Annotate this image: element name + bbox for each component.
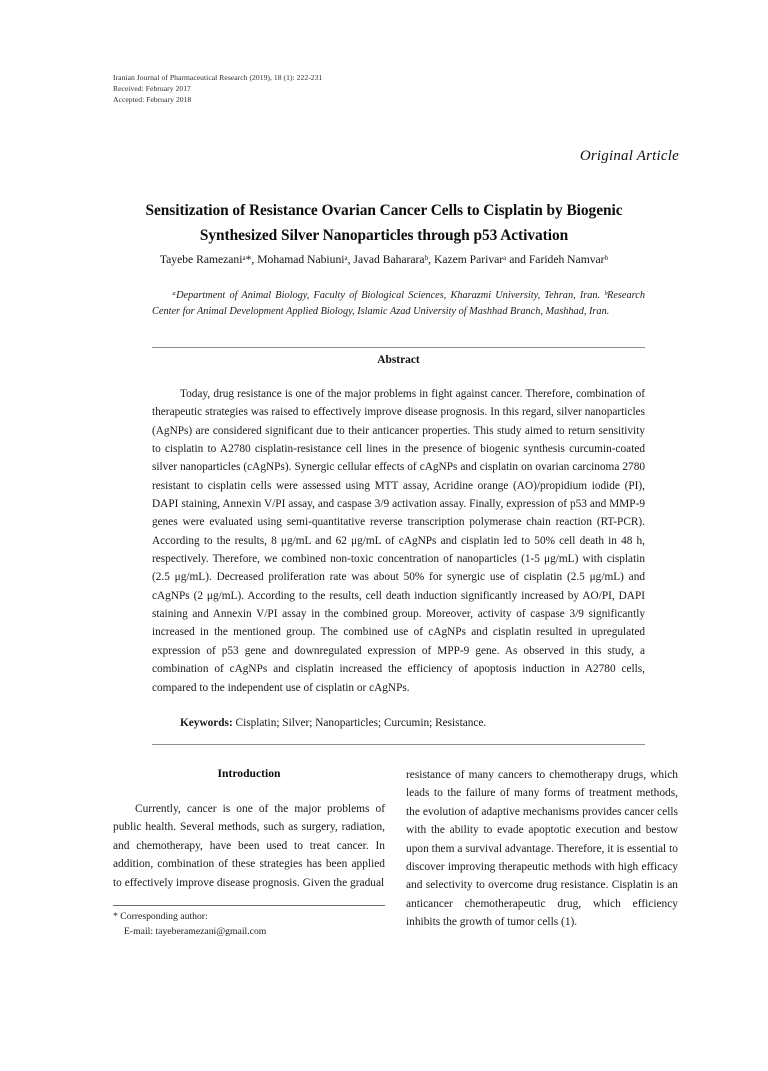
introduction-paragraph-right: resistance of many cancers to chemotherapy drugs, which leads to the failure of many forms of treatment methods, the evolution of adaptive mechanisms provides cancer cells with the ability to evade apoptotic execution and bestow upon them a survival advantage. Therefore, it is essential to discover improving therapeutic methods with high efficacy and selectivity to overcome drug resistance. Cisplatin is an anticancer chemotherapeutic drug, which efficiency inhibits the growth of tumor cells (1). [406, 769, 678, 929]
received-date: Received: February 2017 [113, 84, 191, 94]
page-title: Sensitization of Resistance Ovarian Cancer Cells to Cisplatin by Biogenic Synthesized Silver Nanoparticles through p53 Activation [145, 202, 623, 245]
footnote-divider [113, 905, 385, 906]
keywords-line [152, 714, 645, 732]
abstract-text: Today, drug resistance is one of the major problems in fight against cancer. Therefore, combination of therapeutic strategies was raised to effectively improve disease prognosis. In this regard, silver nanoparticles (AgNPs) are considered significant due to their anticancer properties. This study aimed to return sensitivity to cisplatin to A2780 cisplatin-resistance cell lines in the presence of biogenic synthesis curcumin-coated silver nanoparticles (cAgNPs). Synergic cellular effects of cAgNPs and cisplatin on ovarian carcinoma 2780 resistant to cisplatin cells were assessed using MTT assay, Acridine orange (AO)/propidium iodide (PI), DAPI staining, Annexin V/PI assay, and caspase 3/9 activation assay. Finally, expression of p53 and MMP-9 genes were evaluated using semi-quantitative reverse transcription polymerase chain reaction (RT-PCR). According to the results, 8 μg/mL and 62 μg/mL of cAgNPs and cisplatin led to 50% cell death in 48 h, respectively. Therefore, we combined non-toxic concentration of nanoparticles (1-5 μg/mL) with cisplatin (2.5 μg/mL). Decreased proliferation rate was about 50% for synergic use of cisplatin (2.5 μg/mL) and cAgNPs (2 μg/mL). According to the results, cell death induction significantly increased by AO/PI, DAPI staining and Annexin V/PI assay in the combined group. Moreover, activity of caspase 3/9 significantly increased in the mentioned group. The combined use of cAgNPs and cisplatin resulted in upregulated expression of p53 gene and downregulated expression of MPP-9 gene. As observed in this study, a combination of cAgNPs and cisplatin increased the efficiency of apoptosis induction in A2780 cells, compared to the independent use of cisplatin or cAgNPs. [152, 388, 645, 694]
authors-list: Tayebe Ramezaniᵃ*, Mohamad Nabiuniᵃ, Javad Bahararaᵇ, Kazem Parivarᵃ and Farideh Namvarᵇ [159, 253, 609, 266]
article-type-label: Original Article [579, 148, 679, 164]
abstract-heading: Abstract [377, 354, 420, 366]
journal-running-head [113, 72, 653, 106]
journal-citation: Iranian Journal of Pharmaceutical Research (2019), 18 (1): 222-231 [113, 73, 323, 82]
introduction-heading: Introduction [217, 767, 281, 780]
corresponding-author-label: * Corresponding author: [113, 911, 208, 922]
accepted-date: Accepted: February 2018 [113, 95, 192, 105]
abstract-bottom-divider [152, 744, 645, 745]
keywords-label: Keywords: [180, 717, 233, 729]
introduction-paragraph-left: Currently, cancer is one of the major problems of public health. Several methods, such as surgery, radiation, and chemotherapy, have been used to treat cancer. In addition, combination of these strategies has been applied to effectively improve disease prognosis. Given the gradual [113, 803, 385, 889]
abstract-top-divider [152, 347, 645, 348]
body-column-left [113, 766, 385, 892]
body-column-right [406, 766, 678, 932]
corresponding-author-footnote [113, 910, 393, 939]
author-affiliations: ᵃDepartment of Animal Biology, Faculty of Biological Sciences, Kharazmi University, Tehran, Iran. ᵇResearch Center for Animal Development Applied Biology, Islamic Azad University of Mashhad Branch, Mashhad, Iran. [152, 290, 645, 317]
keywords-values: Cisplatin; Silver; Nanoparticles; Curcumin; Resistance. [232, 717, 487, 729]
corresponding-author-email: E-mail: tayeberamezani@gmail.com [124, 925, 267, 937]
